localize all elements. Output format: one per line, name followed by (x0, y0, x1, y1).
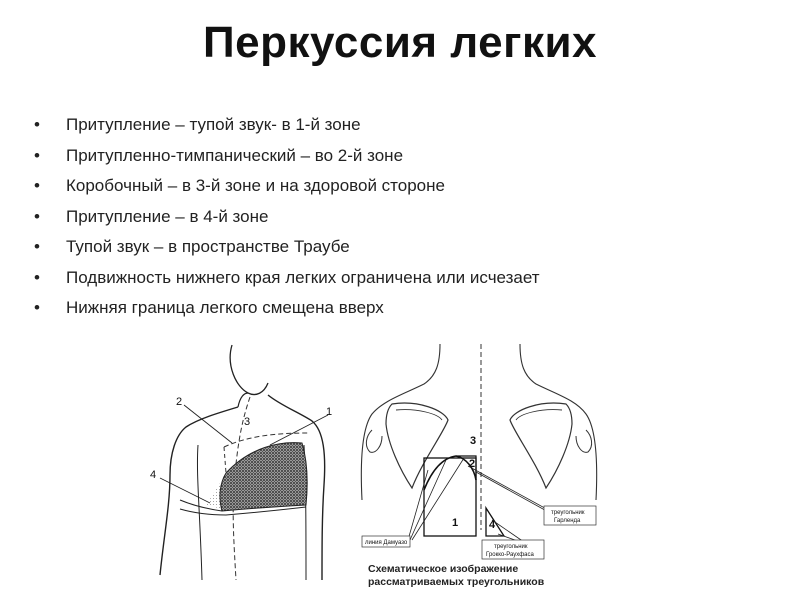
garland-label-line1: треугольник (551, 510, 585, 516)
caption-line-1: Схематическое изображение (368, 563, 519, 575)
label-zone-4: 4 (150, 469, 157, 481)
label-zone-2: 2 (176, 396, 183, 408)
bullet-item: • Коробочный – в 3-й зоне и на здоровой стороне (34, 171, 540, 202)
label-zone-1: 1 (452, 517, 459, 529)
bullet-item: • Нижняя граница легкого смещена вверх (34, 293, 540, 324)
triangles-schematic-figure (348, 340, 610, 598)
label-zone-3: 3 (470, 435, 477, 447)
label-zone-2: 2 (469, 458, 476, 470)
bullet-item: • Притупление – в 4-й зоне (34, 202, 540, 233)
grokko-label-line2: Грокко-Раухфаса (486, 552, 534, 558)
garland-label-line2: Гарленда (554, 518, 581, 524)
bullet-list (34, 110, 540, 324)
bullet-item: • Притупленно-тимпанический – во 2-й зоне (34, 141, 540, 172)
head-outline (230, 345, 268, 395)
label-zone-1: 1 (326, 406, 333, 418)
caption-line-2: рассматриваемых треугольников (368, 576, 545, 588)
damuazo-label: линия Дамуазо (365, 540, 408, 546)
bullet-item: • Подвижность нижнего края легких ограничена или исчезает (34, 263, 540, 294)
body-right-outline (520, 344, 597, 500)
body-left-outline (361, 344, 440, 500)
figure-caption (368, 563, 618, 589)
label-zone-4: 4 (489, 519, 496, 531)
label-zone-3: 3 (244, 416, 251, 428)
back-percussion-figure (140, 335, 345, 590)
bullet-item: • Притупление – тупой звук- в 1-й зоне (34, 110, 540, 141)
zone-1-area (220, 443, 307, 511)
scapula-right (510, 403, 572, 488)
slide-title: Перкуссия легких (203, 18, 597, 67)
grokko-label-line1: треугольник (494, 544, 528, 550)
bullet-item: • Тупой звук – в пространстве Траубе (34, 232, 540, 263)
